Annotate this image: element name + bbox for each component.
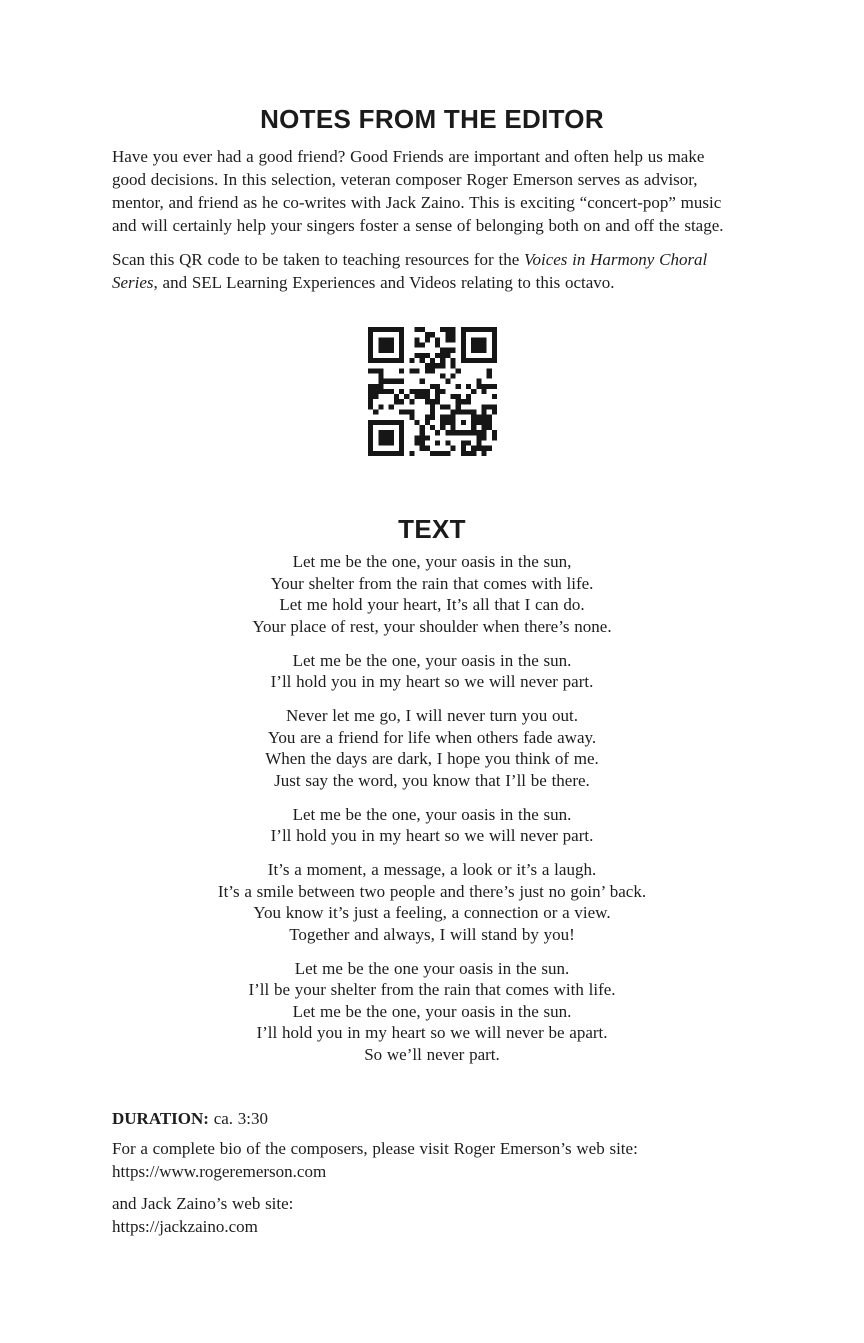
lyric-line: When the days are dark, I hope you think of me. — [265, 749, 599, 768]
lyric-stanza — [0, 958, 864, 1066]
emerson-bio-text: For a complete bio of the composers, please visit Roger Emerson’s web site: — [112, 1139, 638, 1158]
zaino-bio-paragraph — [112, 1192, 744, 1238]
lyric-line: I’ll be your shelter from the rain that comes with life. — [248, 980, 616, 999]
lyrics — [0, 551, 864, 1065]
emerson-url: https://www.rogeremerson.com — [112, 1162, 327, 1181]
lyric-line: Let me be the one, your oasis in the sun. — [292, 1001, 572, 1021]
qr-paragraph-text-continued: , and SEL Learning Experiences and Videos relating to this octavo. — [153, 273, 615, 292]
lyric-line: It’s a moment, a message, a look or it’s a laugh. — [267, 860, 597, 879]
series-title-italic-continued: Series — [112, 273, 154, 292]
lyric-stanza — [0, 804, 864, 847]
lyric-line: Never let me go, I will never turn you out. — [285, 706, 578, 725]
lyric-line: I’ll hold you in my heart so we will never part. — [270, 826, 594, 845]
lyric-line: I’ll hold you in my heart so we will never part. — [270, 672, 594, 691]
lyric-line: Let me be the one your oasis in the sun. — [294, 958, 570, 978]
intro-line-4: and will certainly help your singers foster a sense of belonging both on and off the stage. — [112, 216, 724, 235]
intro-line-2: good decisions. In this selection, veteran composer Roger Emerson serves as advisor, — [112, 170, 698, 189]
lyric-line: Your place of rest, your shoulder when there’s none. — [252, 616, 612, 636]
qr-code-container — [0, 327, 864, 461]
lyric-line: Let me be the one, your oasis in the sun. — [292, 804, 572, 824]
lyric-line: Let me be the one, your oasis in the sun, — [292, 552, 572, 571]
lyric-stanza — [0, 705, 864, 791]
lyric-line: Your shelter from the rain that comes with life. — [270, 573, 594, 593]
lyric-stanza — [0, 650, 864, 693]
qr-code — [368, 327, 497, 456]
text-section-title: TEXT — [398, 514, 466, 544]
lyric-line: Let me hold your heart, It’s all that I can do. — [279, 595, 585, 614]
duration-value: ca. 3:30 — [213, 1109, 269, 1128]
qr-instruction-paragraph — [112, 248, 744, 294]
lyric-line: You are a friend for life when others fade away. — [267, 727, 597, 747]
editor-notes-paragraph — [112, 145, 744, 237]
editor-notes-title: NOTES FROM THE EDITOR — [260, 104, 604, 134]
zaino-bio-text: and Jack Zaino’s web site: — [112, 1194, 294, 1213]
lyric-line: Just say the word, you know that I’ll be there. — [274, 770, 590, 790]
lyric-line: Let me be the one, your oasis in the sun. — [292, 650, 572, 670]
lyric-line: You know it’s just a feeling, a connection or a view. — [253, 903, 611, 922]
duration-label: DURATION: — [112, 1109, 209, 1128]
intro-line-1: Have you ever had a good friend? Good Friends are important and often help us make — [112, 147, 705, 166]
series-title-italic: Voices in Harmony Choral — [523, 250, 708, 269]
duration-line — [112, 1107, 744, 1130]
lyric-line: So we’ll never part. — [364, 1044, 500, 1064]
lyric-stanza — [0, 551, 864, 637]
lyric-line: Together and always, I will stand by you! — [289, 924, 575, 944]
lyric-stanza — [0, 859, 864, 945]
zaino-url: https://jackzaino.com — [112, 1217, 258, 1236]
qr-paragraph-text: Scan this QR code to be taken to teaching resources for the — [112, 250, 524, 269]
lyric-line: It’s a smile between two people and there’s just no goin’ back. — [217, 881, 647, 901]
emerson-bio-paragraph — [112, 1137, 744, 1183]
intro-line-3: mentor, and friend as he co-writes with Jack Zaino. This is exciting “concert-pop” music — [112, 193, 722, 212]
lyric-line: I’ll hold you in my heart so we will never be apart. — [256, 1023, 608, 1042]
